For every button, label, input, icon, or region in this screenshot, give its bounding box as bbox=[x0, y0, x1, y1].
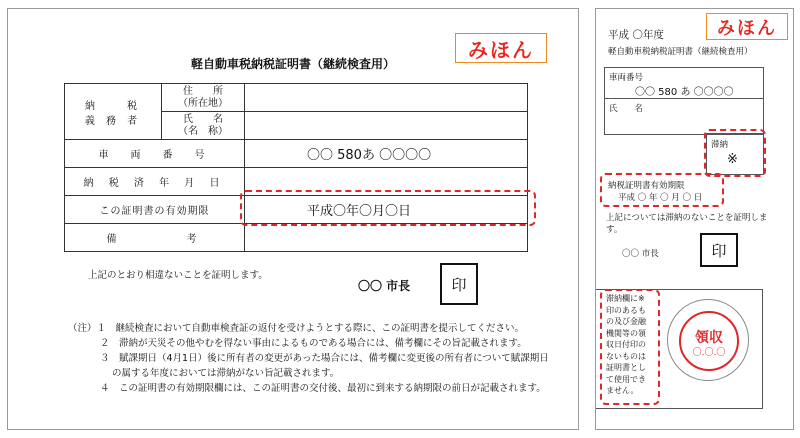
main-title: 軽自動車税納税証明書（継続検査用） bbox=[190, 57, 395, 71]
address-sub: （所在地） bbox=[178, 97, 228, 109]
sample-mark: みほん bbox=[455, 33, 547, 63]
taxpayer-label-2: 義 務 者 bbox=[84, 115, 142, 127]
address-value-cell bbox=[245, 84, 528, 112]
side-arrears-highlight bbox=[704, 129, 766, 177]
note-4: ４ この証明書の有効期限欄には、この証明書の交付後、最初に到来する納期限の前日が記載されます。 bbox=[100, 383, 546, 394]
validity-highlight bbox=[240, 190, 536, 226]
remarks-value bbox=[245, 224, 528, 252]
side-certify-text: 上記については滞納のないことを証明します。 bbox=[606, 213, 768, 235]
mayor-name: 〇〇 市長 bbox=[358, 279, 411, 293]
remarks-label: 備 考 bbox=[65, 224, 245, 252]
validity-value: 平成〇年〇月〇日 bbox=[245, 196, 528, 224]
name-value-cell bbox=[245, 112, 528, 140]
seal-box: 印 bbox=[440, 263, 478, 305]
validity-label: この証明書の有効期限 bbox=[65, 196, 245, 224]
side-title: 軽自動車税納税証明書（継続検査用） bbox=[608, 47, 753, 57]
side-seal-box: 印 bbox=[700, 233, 738, 267]
side-vehicle-box bbox=[604, 67, 764, 135]
side-arrears-label: 滞納 bbox=[711, 140, 729, 150]
taxpayer-label: 納 税 bbox=[85, 100, 141, 112]
note-3-cont: の属する年度においては滞納がない旨記載されます。 bbox=[112, 368, 340, 379]
side-certificate bbox=[595, 8, 794, 430]
vehicle-number-value: 〇〇 580あ 〇〇〇〇 bbox=[245, 140, 528, 168]
payment-date-label: 納 税 済 年 月 日 bbox=[65, 168, 245, 196]
certify-text: 上記のとおり相違ないことを証明します。 bbox=[88, 270, 268, 281]
main-certificate bbox=[7, 8, 579, 430]
side-divider bbox=[605, 98, 763, 99]
vehicle-number-label: 車 両 番 号 bbox=[65, 140, 245, 168]
notes-block bbox=[68, 321, 573, 396]
address-label: 住 所 bbox=[183, 85, 223, 97]
receipt-stamp-date: 〇.〇.〇 bbox=[692, 348, 726, 358]
side-vehicle-label: 車両番号 bbox=[609, 73, 644, 83]
side-validity-label: 納税証明書有効期限 bbox=[608, 181, 685, 191]
certificate-table bbox=[64, 83, 528, 252]
side-warning-text: 滞納欄に※印のあるもの及び金融機関等の領収日付印のないものは証明書として使用できません。 bbox=[606, 294, 646, 395]
side-arrears-mark: ※ bbox=[727, 152, 738, 167]
name-label: 氏 名 bbox=[183, 113, 223, 125]
side-sample-mark: みほん bbox=[706, 13, 788, 40]
note-1: （注）１ 継続検査において自動車検査証の返付を受けようとする際に、この証明書を提示してください。 bbox=[68, 323, 525, 334]
side-name-label: 氏 名 bbox=[609, 104, 644, 114]
name-sub: （名 称） bbox=[178, 125, 228, 137]
side-mayor: 〇〇 市長 bbox=[622, 249, 659, 259]
side-validity-value: 平成 〇 年 〇 月 〇 日 bbox=[618, 193, 703, 203]
note-2: ２ 滞納が天災その他やむを得ない事由によるものである場合には、備考欄にその旨記載されます。 bbox=[100, 338, 527, 349]
note-3: ３ 賦課期日（4月1日）後に所有者の変更があった場合には、備考欄に変更後の所有者について賦課期日 bbox=[100, 353, 549, 364]
side-year: 平成 〇年度 bbox=[608, 29, 664, 41]
side-vehicle-value: 〇〇 580 あ 〇〇〇〇 bbox=[635, 87, 734, 98]
receipt-stamp-label: 領収 bbox=[695, 330, 723, 346]
